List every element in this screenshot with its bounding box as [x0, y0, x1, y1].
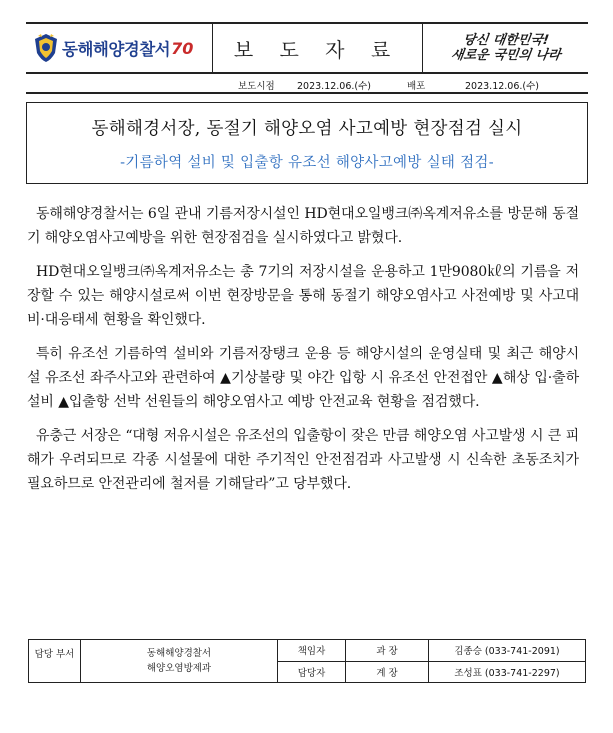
distribution-date: 2023.12.06.(수) [465, 81, 540, 92]
org-logo-text: 동해해양경찰서 [62, 40, 171, 59]
slogan-line-2: 새로운 국민의 나라 [449, 48, 562, 63]
headline-title: 동해해경서장, 동절기 해양오염 사고예방 현장점검 실시 [91, 119, 523, 139]
paragraph: 동해해양경찰서는 6일 관내 기름저장시설인 HD현대오일뱅크㈜옥계저유소를 방문해 동절기 해양오염사고예방을 위한 현장점검을 실시하였다고 밝혔다. [27, 206, 579, 246]
coast-guard-emblem-icon [33, 33, 59, 63]
slogan-line-1: 당신 대한민국! [461, 33, 550, 48]
anniversary-mark: 70 [171, 38, 194, 58]
contact-position: 과 장 [346, 640, 429, 662]
contact-role: 책임자 [278, 640, 346, 662]
dept-label: 담당 부서 [29, 640, 81, 683]
dept-name-line-1: 동해해양경찰서 [146, 648, 212, 659]
paragraph: 특히 유조선 기름하역 설비와 기름저장탱크 운용 등 해양시설의 운영실태 및 최근 해양시설 유조선 좌주사고와 관련하여 ▲기상불량 및 야간 입항 시 유조선 안전접안 ▲해상 입·출하 설비 ▲입출항 선박 선원들의 해양오염사고 예방 안전교육 현황을 점검했다. [27, 346, 579, 410]
contact-person: 조성표 (033-741-2297) [429, 661, 586, 683]
paragraph: 유충근 서장은 “대형 저유시설은 유조선의 입출항이 잦은 만큼 해양오염 사고발생 시 큰 피해가 우려되므로 각종 시설물에 대한 주기적인 안전점검과 사고발생 시 신속한 초동조치가 필요하므로 안전관리에 철저를 기해달라”고 당부했다. [27, 428, 579, 492]
press-title-box [212, 24, 423, 72]
press-title: 보 도 자 료 [233, 37, 401, 62]
contact-position: 계 장 [346, 661, 429, 683]
dept-name-line-2: 해양오염방제과 [146, 663, 212, 674]
release-label: 보도시점 [238, 81, 275, 92]
release-date-line [26, 76, 588, 94]
contact-table [28, 639, 586, 683]
headline-box [26, 102, 588, 184]
dept-name [81, 640, 278, 683]
release-date: 2023.12.06.(수) [297, 81, 372, 92]
article-body [27, 202, 579, 506]
headline-subtitle: -기름하역 설비 및 입출항 유조선 해양사고예방 실태 점검- [120, 155, 494, 171]
paragraph: HD현대오일뱅크㈜옥계저유소는 총 7기의 저장시설을 운용하고 1만9080㎘의 기름을 저장할 수 있는 해양시설로써 이번 현장방문을 통해 동절기 해양오염사고 사전예방 및 사고대비·대응태세 현황을 확인했다. [27, 264, 579, 328]
distribution-label: 배포 [407, 81, 426, 92]
slogan [423, 24, 588, 72]
contact-person: 김종승 (033-741-2091) [429, 640, 586, 662]
org-logo [26, 24, 213, 72]
contact-role: 담당자 [278, 661, 346, 683]
contact-row [29, 640, 586, 662]
press-header [26, 22, 588, 74]
